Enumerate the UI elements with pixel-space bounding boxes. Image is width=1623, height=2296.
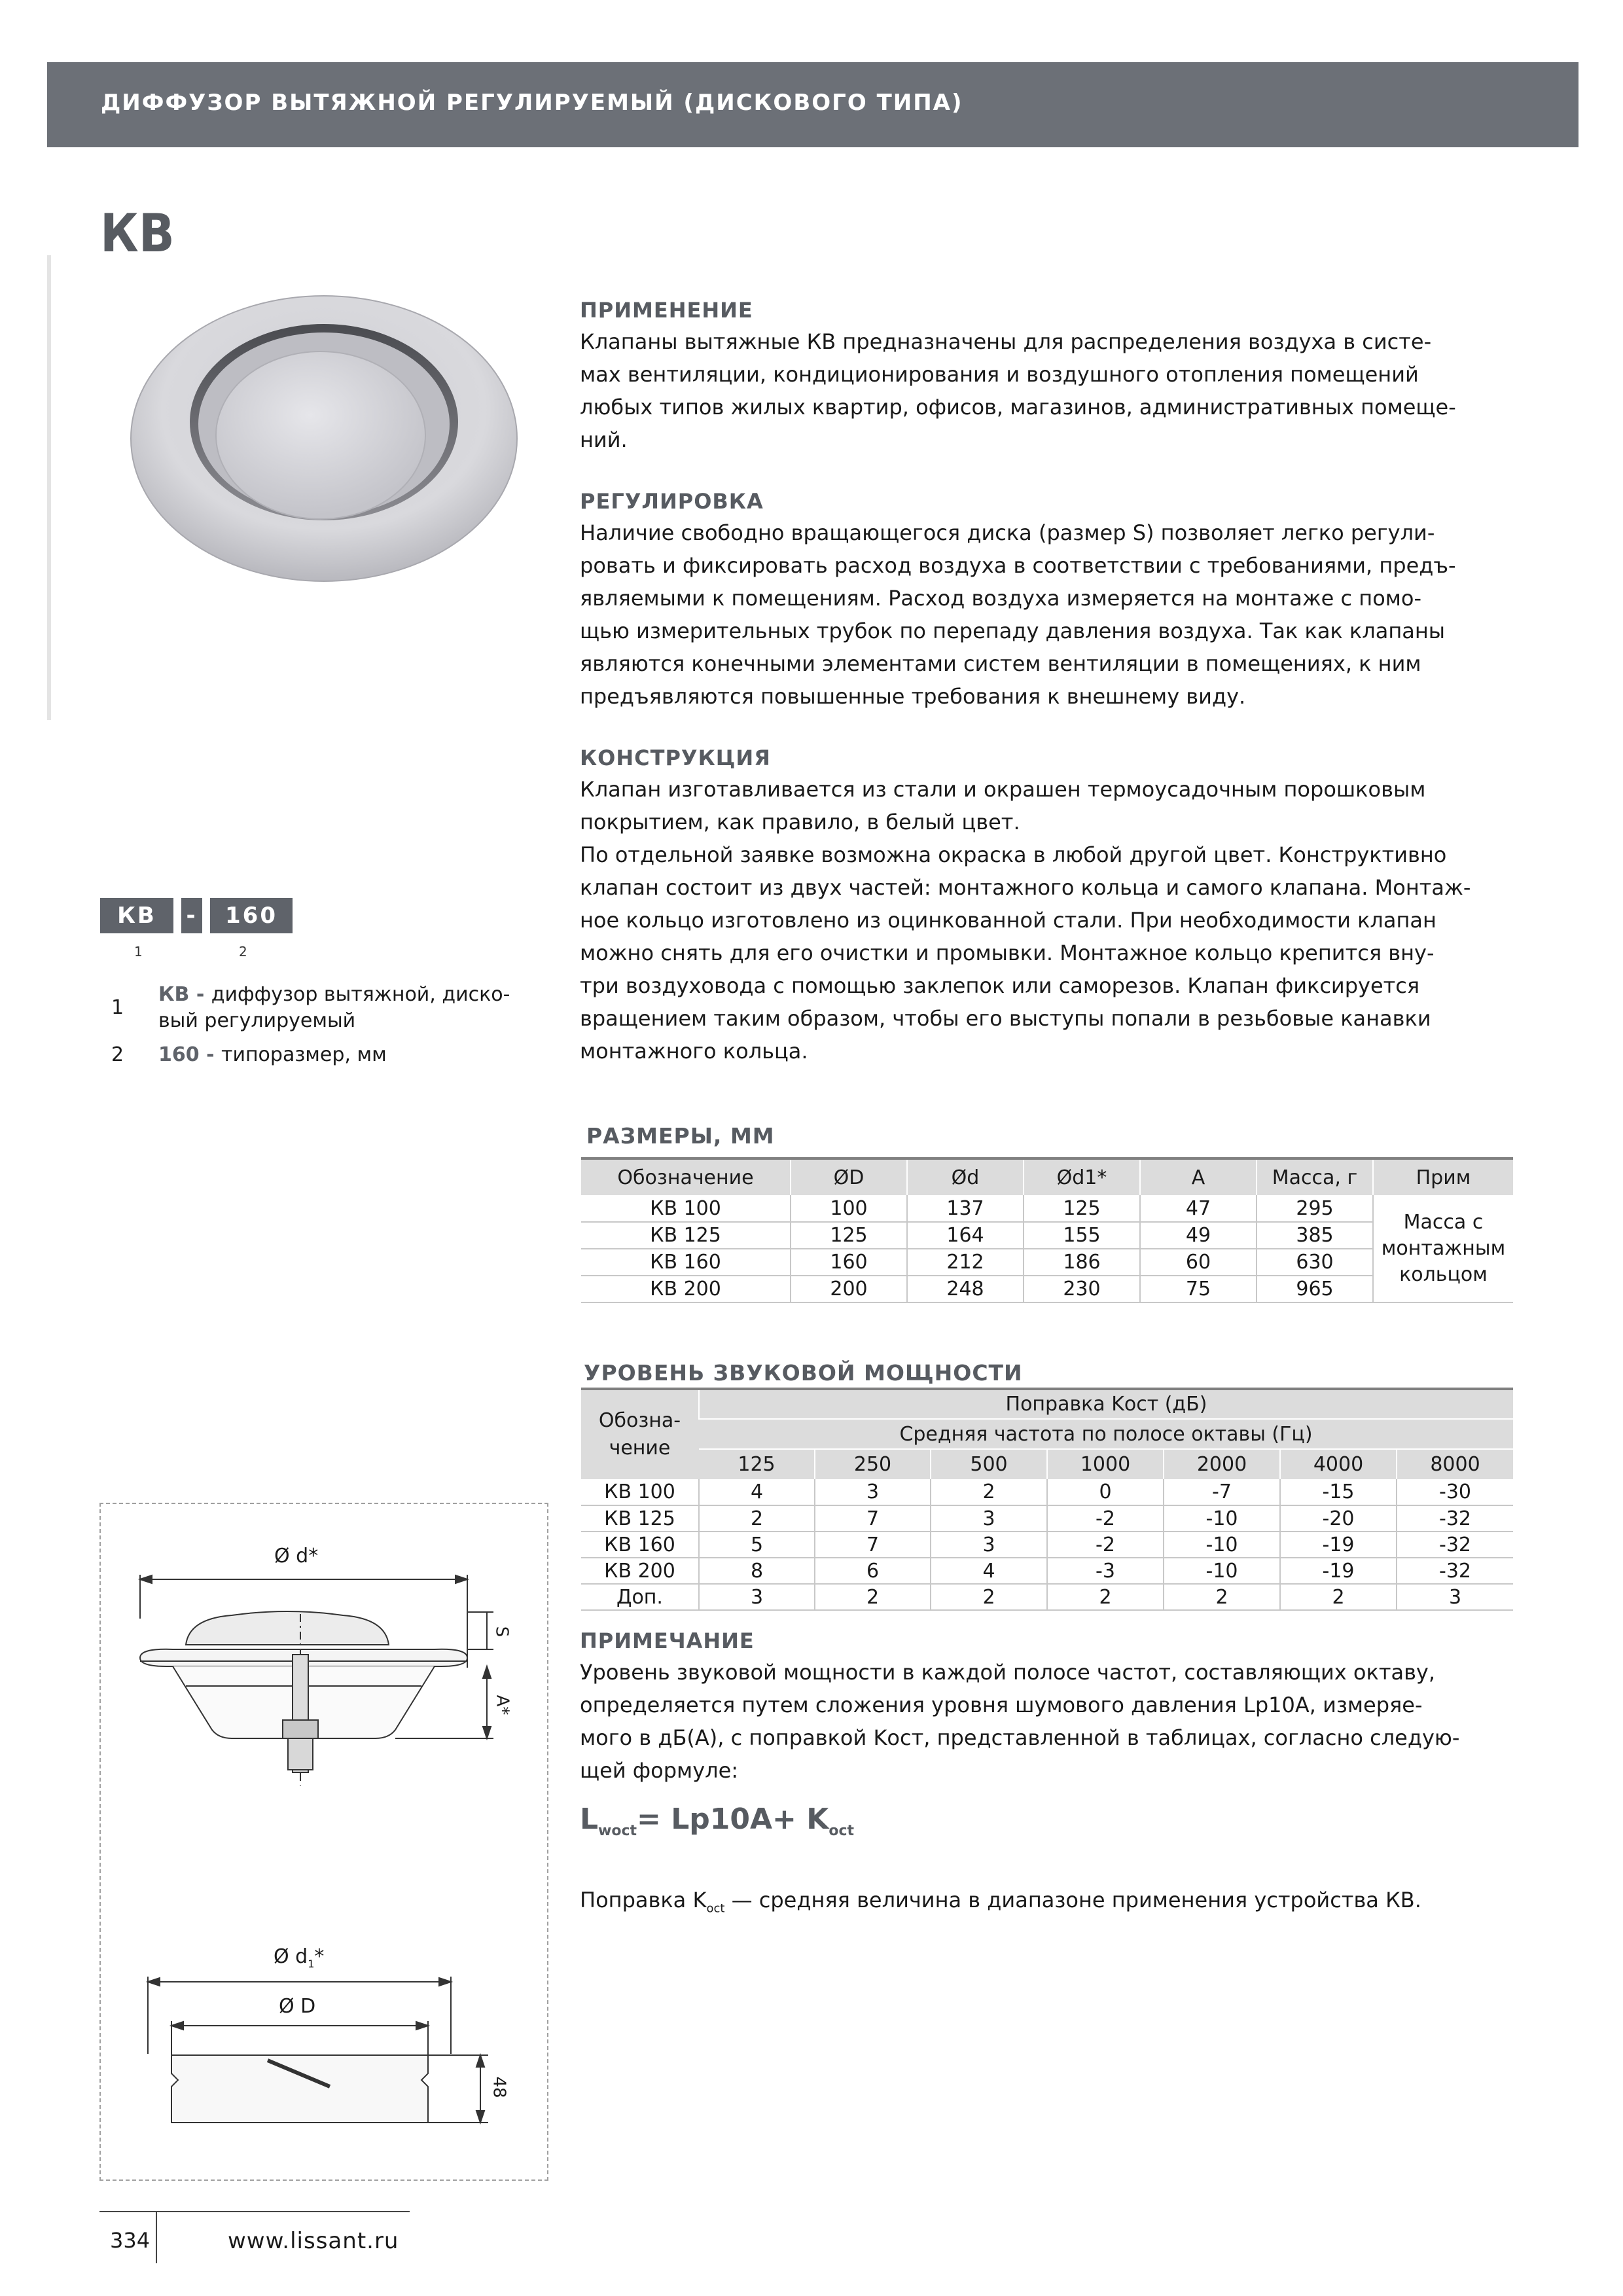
paragraph-line: По отдельной заявке возможна окраска в любой другой цвет. Конструктивно — [580, 842, 1447, 867]
table-cell: 5 — [699, 1532, 815, 1558]
table-cell: -20 — [1280, 1505, 1397, 1532]
table-cell: 7 — [815, 1505, 931, 1532]
table-cell: 230 — [1024, 1276, 1140, 1302]
formula-mid: = Lp10A+ K — [637, 1803, 829, 1836]
paragraph-line: ровать и фиксировать расход воздуха в соответствии с требованиями, предъ- — [580, 553, 1456, 578]
paragraph-line: Клапаны вытяжные КВ предназначены для распределения воздуха в систе- — [580, 329, 1432, 354]
table-cell: 295 — [1257, 1195, 1373, 1222]
table-cell: 3 — [931, 1505, 1047, 1532]
side-rule — [47, 255, 51, 720]
paragraph-line: щей формуле: — [580, 1758, 739, 1783]
table-cell: -10 — [1164, 1505, 1280, 1532]
frequency-header: 500 — [931, 1449, 1047, 1479]
paragraph-line: клапан состоит из двух частей: монтажного кольца и самого клапана. Монтаж- — [580, 875, 1471, 900]
koct-before: Поправка K — [580, 1887, 707, 1912]
table-note-line: монтажным — [1381, 1236, 1506, 1260]
table-note-line: Масса с — [1403, 1210, 1484, 1234]
table-cell: 2 — [815, 1584, 931, 1610]
table-cell: -19 — [1280, 1532, 1397, 1558]
table-cell: 2 — [1280, 1584, 1397, 1610]
dim-label-s: S — [491, 1626, 512, 1638]
table-cell: 160 — [791, 1249, 907, 1276]
page-number: 334 — [110, 2228, 151, 2253]
table-cell: Доп. — [581, 1584, 699, 1610]
paragraph-line: можно снять для его очистки и промывки. Монтажное кольцо крепится вну- — [580, 941, 1435, 965]
drawing-svg — [101, 1504, 547, 2179]
order-code-index-1: 1 — [134, 944, 143, 960]
table-cell: 186 — [1024, 1249, 1140, 1276]
table-cell: 385 — [1257, 1222, 1373, 1249]
table-cell: -2 — [1047, 1532, 1164, 1558]
table-cell: 155 — [1024, 1222, 1140, 1249]
dim-label-d1-main: Ø d — [274, 1945, 308, 1968]
dimensions-title: РАЗМЕРЫ, ММ — [586, 1123, 775, 1149]
footer-divider-vertical — [156, 2211, 157, 2263]
paragraph-line: три воздуховода с помощью заклепок или саморезов. Клапан фиксируется — [580, 973, 1420, 998]
table-cell: КВ 200 — [581, 1276, 791, 1302]
table-note-cell — [1373, 1195, 1513, 1302]
table-cell: -30 — [1397, 1479, 1513, 1505]
legend-key: 160 — [158, 1043, 200, 1066]
table-cell: КВ 100 — [581, 1195, 791, 1222]
frequency-header: 250 — [815, 1449, 931, 1479]
paragraph-line: Клапан изготавливается из стали и окрашен термоусадочным порошковым — [580, 777, 1426, 802]
legend-number: 2 — [111, 1043, 124, 1066]
frequency-header: 1000 — [1047, 1449, 1164, 1479]
column-header — [581, 1389, 699, 1479]
frequency-header: 8000 — [1397, 1449, 1513, 1479]
dim-label-d1 — [274, 1945, 324, 1970]
paragraph-line: ное кольцо изготовлено из оцинкованной стали. При необходимости клапан — [580, 908, 1436, 933]
table-cell: 60 — [1140, 1249, 1257, 1276]
paragraph-line: покрытием, как правило, в белый цвет. — [580, 810, 1020, 834]
order-code-separator: - — [181, 898, 202, 933]
paragraph-line: Наличие свободно вращающегося диска (размер S) позволяет легко регули- — [580, 520, 1435, 545]
table-cell: -7 — [1164, 1479, 1280, 1505]
paragraph-line: любых типов жилых квартир, офисов, магазинов, административных помеще- — [580, 395, 1456, 420]
table-cell: 212 — [907, 1249, 1024, 1276]
table-cell: 2 — [1164, 1584, 1280, 1610]
legend-item — [105, 982, 524, 1034]
column-header: Масса, г — [1257, 1158, 1373, 1195]
paragraph-line: Уровень звуковой мощности в каждой полосе частот, составляющих октаву, — [580, 1660, 1436, 1685]
paragraph-line: щью измерительных трубок по перепаду давления воздуха. Так как клапаны — [580, 619, 1446, 643]
header-bar — [47, 62, 1578, 147]
column-header: Обозначение — [581, 1158, 791, 1195]
table-cell: 630 — [1257, 1249, 1373, 1276]
paragraph-line: мого в дБ(А), с поправкой Kост, представленной в таблицах, согласно следую- — [580, 1725, 1460, 1750]
legend-text: диффузор вытяжной, диско- — [211, 983, 510, 1006]
table-cell: -10 — [1164, 1532, 1280, 1558]
order-code-size: 160 — [210, 898, 293, 933]
table-cell: 7 — [815, 1532, 931, 1558]
column-header: А — [1140, 1158, 1257, 1195]
koct-explanation — [580, 1884, 1522, 1925]
legend-text: вый регулируемый — [158, 1009, 356, 1032]
table-row — [581, 1195, 1513, 1222]
paragraph-line: мах вентиляции, кондиционирования и воздушного отопления помещений — [580, 362, 1419, 387]
table-cell: 3 — [699, 1584, 815, 1610]
dim-label-d: Ø d* — [274, 1545, 319, 1568]
legend-key: КВ — [158, 983, 190, 1006]
legend-separator: - — [199, 1043, 221, 1066]
sound-table — [581, 1388, 1513, 1611]
note-section — [580, 1628, 1522, 1925]
section-regulation — [580, 489, 1522, 713]
table-cell: 3 — [931, 1532, 1047, 1558]
paragraph-line: являются конечными элементами систем вентиляции в помещениях, к ним — [580, 651, 1421, 676]
header-line: Обозна- — [598, 1409, 681, 1432]
footer-divider — [99, 2211, 410, 2212]
section-title: ПРИМЕНЕНИЕ — [580, 298, 753, 323]
frequency-header: 2000 — [1164, 1449, 1280, 1479]
order-code-index-2: 2 — [239, 944, 247, 960]
table-cell: 2 — [699, 1505, 815, 1532]
table-row — [581, 1584, 1513, 1610]
table-row — [581, 1532, 1513, 1558]
table-header-row — [581, 1158, 1513, 1195]
legend-item — [105, 1042, 524, 1068]
frequency-header: 125 — [699, 1449, 815, 1479]
frequency-header: 4000 — [1280, 1449, 1397, 1479]
section-title: КОНСТРУКЦИЯ — [580, 745, 771, 770]
section-application — [580, 298, 1522, 456]
table-cell: -10 — [1164, 1558, 1280, 1584]
formula-l-sub: woct — [598, 1822, 637, 1839]
paragraph-line: ний. — [580, 427, 628, 452]
dim-label-d1-star: * — [314, 1945, 325, 1968]
order-code-legend — [105, 982, 524, 1076]
table-cell: 100 — [791, 1195, 907, 1222]
table-cell: 4 — [699, 1479, 815, 1505]
table-cell: 965 — [1257, 1276, 1373, 1302]
table-note-line: кольцом — [1399, 1263, 1488, 1286]
legend-text: типоразмер, мм — [221, 1043, 387, 1066]
order-code-series: КВ — [100, 898, 173, 933]
table-cell: КВ 200 — [581, 1558, 699, 1584]
table-cell: -2 — [1047, 1505, 1164, 1532]
table-cell: 8 — [699, 1558, 815, 1584]
dim-label-a: А* — [492, 1695, 512, 1715]
dim-label-big-d: Ø D — [279, 1995, 316, 2018]
paragraph-line: определяется путем сложения уровня шумового давления Lp10A, измеряе- — [580, 1693, 1423, 1717]
section-title: ПРИМЕЧАНИЕ — [580, 1628, 755, 1653]
table-cell: КВ 100 — [581, 1479, 699, 1505]
header-line: чение — [609, 1437, 671, 1460]
table-cell: 125 — [791, 1222, 907, 1249]
paragraph-line: являемыми к помещениям. Расход воздуха измеряется на монтаже с помо- — [580, 586, 1422, 611]
table-row — [581, 1558, 1513, 1584]
table-cell: 2 — [931, 1479, 1047, 1505]
table-cell: 3 — [815, 1479, 931, 1505]
technical-drawing — [99, 1503, 548, 2181]
section-construction — [580, 745, 1522, 1067]
table-header-row — [581, 1419, 1513, 1449]
legend-separator: - — [189, 983, 211, 1006]
table-cell: КВ 160 — [581, 1249, 791, 1276]
table-header-row — [581, 1389, 1513, 1419]
table-cell: 2 — [1047, 1584, 1164, 1610]
dim-label-d1-sub: 1 — [308, 1958, 315, 1970]
legend-number: 1 — [111, 996, 124, 1019]
table-cell: КВ 160 — [581, 1532, 699, 1558]
paragraph-line: предъявляются повышенные требования к внешнему виду. — [580, 684, 1246, 709]
koct-after: — средняя величина в диапазоне применения устройства КВ. — [724, 1887, 1421, 1912]
table-cell: -32 — [1397, 1558, 1513, 1584]
table-cell: -19 — [1280, 1558, 1397, 1584]
table-cell: 125 — [1024, 1195, 1140, 1222]
page-title: ДИФФУЗОР ВЫТЯЖНОЙ РЕГУЛИРУЕМЫЙ (ДИСКОВОГО ТИПА) — [101, 90, 963, 116]
table-cell: 200 — [791, 1276, 907, 1302]
formula-l: L — [580, 1803, 599, 1836]
table-cell: -3 — [1047, 1558, 1164, 1584]
description — [580, 298, 1522, 1100]
column-header: Прим — [1373, 1158, 1513, 1195]
dimensions-table — [581, 1157, 1513, 1303]
table-cell: 164 — [907, 1222, 1024, 1249]
column-header: Ød — [907, 1158, 1024, 1195]
column-header: Средняя частота по полосе октавы (Гц) — [699, 1419, 1513, 1449]
table-cell: 137 — [907, 1195, 1024, 1222]
table-row — [581, 1505, 1513, 1532]
table-cell: -32 — [1397, 1505, 1513, 1532]
koct-sub: oct — [706, 1901, 725, 1916]
table-cell: -15 — [1280, 1479, 1397, 1505]
paragraph-line: монтажного кольца. — [580, 1039, 808, 1064]
column-header: Поправка Kост (дБ) — [699, 1389, 1513, 1419]
table-cell: 2 — [931, 1584, 1047, 1610]
table-cell: 6 — [815, 1558, 931, 1584]
formula — [580, 1803, 1522, 1839]
table-cell: 3 — [1397, 1584, 1513, 1610]
product-code: КВ — [100, 203, 175, 264]
table-cell: КВ 125 — [581, 1505, 699, 1532]
product-photo — [128, 275, 520, 589]
table-cell: 0 — [1047, 1479, 1164, 1505]
formula-k-sub: oct — [829, 1822, 855, 1839]
table-cell: 248 — [907, 1276, 1024, 1302]
table-cell: 47 — [1140, 1195, 1257, 1222]
table-cell: -32 — [1397, 1532, 1513, 1558]
table-cell: 4 — [931, 1558, 1047, 1584]
website-link[interactable]: www.lissant.ru — [228, 2228, 399, 2254]
section-title: РЕГУЛИРОВКА — [580, 489, 764, 514]
sound-title: УРОВЕНЬ ЗВУКОВОЙ МОЩНОСТИ — [584, 1360, 1023, 1386]
table-header-row — [581, 1449, 1513, 1479]
table-cell: КВ 125 — [581, 1222, 791, 1249]
paragraph-line: вращением таким образом, чтобы его выступы попали в резьбовые канавки — [580, 1006, 1431, 1031]
dim-label-48: 48 — [489, 2076, 509, 2098]
column-header: Ød1* — [1024, 1158, 1140, 1195]
table-cell: 49 — [1140, 1222, 1257, 1249]
table-row — [581, 1479, 1513, 1505]
table-cell: 75 — [1140, 1276, 1257, 1302]
column-header: ØD — [791, 1158, 907, 1195]
